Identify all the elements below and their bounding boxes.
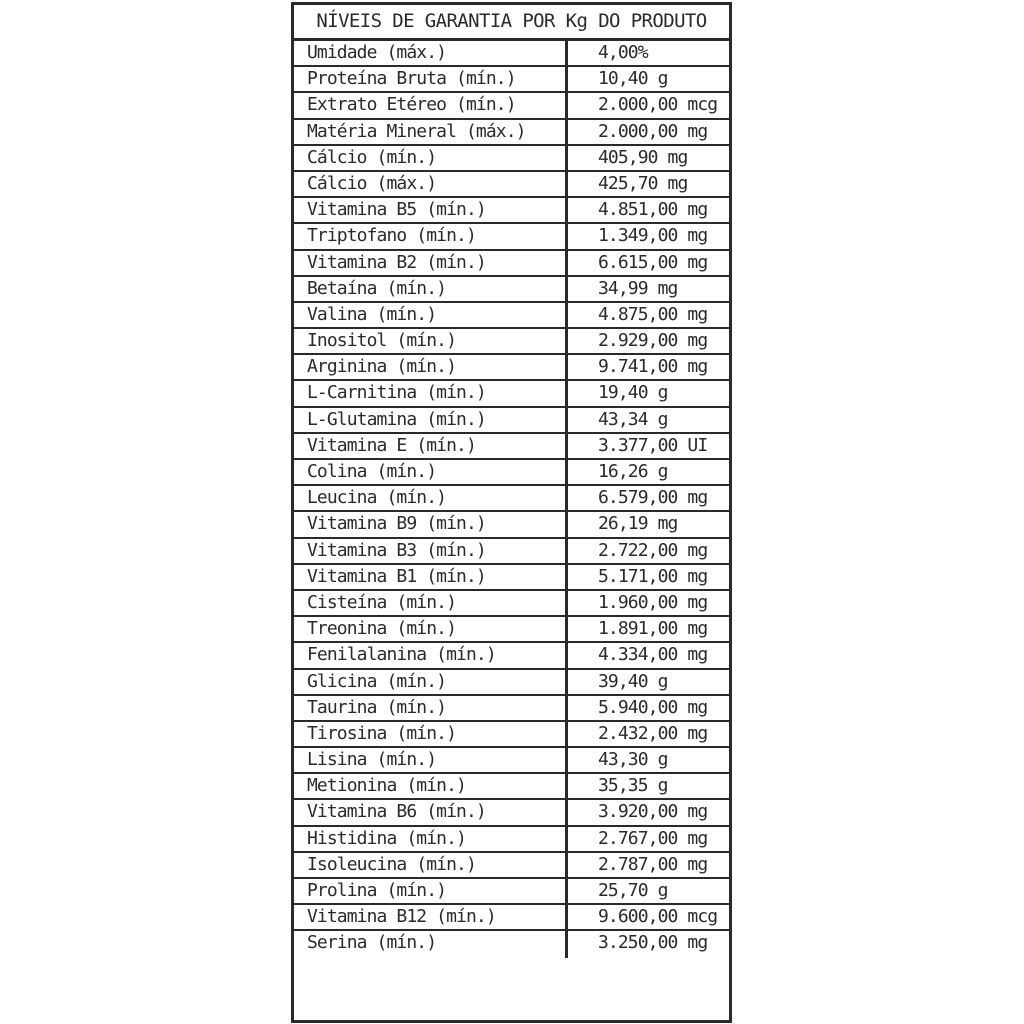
nutrient-name-cell: Colina (mín.) xyxy=(294,460,568,484)
nutrient-value-cell: 35,35 g xyxy=(598,775,668,797)
nutrient-name-cell: Inositol (mín.) xyxy=(294,329,568,353)
nutrient-value-cell: 2.767,00 mg xyxy=(598,827,708,849)
table-row xyxy=(294,120,729,146)
nutrient-value-cell: 6.579,00 mg xyxy=(598,487,708,509)
table-row xyxy=(294,800,729,826)
table-row xyxy=(294,146,729,172)
table-row xyxy=(294,879,729,905)
table-title: NÍVEIS DE GARANTIA POR Kg DO PRODUTO xyxy=(294,5,729,41)
nutrient-value-cell: 10,40 g xyxy=(598,68,668,90)
nutrient-name-cell: Isoleucina (mín.) xyxy=(294,853,568,877)
nutrient-name-cell: Lisina (mín.) xyxy=(294,748,568,772)
table-row xyxy=(294,67,729,93)
table-row xyxy=(294,41,729,67)
nutrient-name-cell: Leucina (mín.) xyxy=(294,486,568,510)
table-row xyxy=(294,460,729,486)
nutrient-name-cell: L-Carnitina (mín.) xyxy=(294,381,568,405)
table-row xyxy=(294,774,729,800)
table-row xyxy=(294,329,729,355)
nutrient-value-cell: 3.920,00 mg xyxy=(598,801,708,823)
nutrient-name-cell: Vitamina B2 (mín.) xyxy=(294,251,568,275)
nutrient-value-cell: 1.960,00 mg xyxy=(598,591,708,613)
table-row xyxy=(294,93,729,119)
table-row xyxy=(294,512,729,538)
nutrient-value-cell: 26,19 mg xyxy=(598,513,678,535)
nutrient-value-cell: 25,70 g xyxy=(598,880,668,901)
nutrient-name-cell: Vitamina B6 (mín.) xyxy=(294,800,568,824)
nutrient-name-cell: Umidade (máx.) xyxy=(294,41,568,65)
nutrient-name-cell: Prolina (mín.) xyxy=(294,879,568,903)
nutrient-value-cell: 39,40 g xyxy=(598,670,668,692)
nutrient-value-cell: 34,99 mg xyxy=(598,277,678,299)
nutrient-name-cell: Taurina (mín.) xyxy=(294,696,568,720)
nutrient-value-cell: 5.940,00 mg xyxy=(598,696,708,718)
nutrient-value-cell: 19,40 g xyxy=(598,382,668,404)
nutrient-name-cell: Cálcio (mín.) xyxy=(294,146,568,170)
nutrient-value-cell: 425,70 mg xyxy=(598,172,688,194)
nutrient-name-cell: Tirosina (mín.) xyxy=(294,722,568,746)
table-row xyxy=(294,198,729,224)
nutrient-name-cell: Vitamina B9 (mín.) xyxy=(294,512,568,536)
nutrient-value-cell: 405,90 mg xyxy=(598,146,688,168)
table-row xyxy=(294,931,729,957)
table-row xyxy=(294,722,729,748)
nutrient-value-cell: 2.929,00 mg xyxy=(598,330,708,352)
nutrient-name-cell: Extrato Etéreo (mín.) xyxy=(294,93,568,117)
table-row xyxy=(294,643,729,669)
nutrient-value-cell: 3.250,00 mg xyxy=(598,932,708,954)
nutrient-name-cell: Serina (mín.) xyxy=(294,931,568,957)
table-row xyxy=(294,617,729,643)
table-row xyxy=(294,303,729,329)
table-row xyxy=(294,277,729,303)
nutrient-name-cell: Arginina (mín.) xyxy=(294,355,568,379)
nutrient-value-cell: 4.875,00 mg xyxy=(598,303,708,325)
nutrient-value-cell: 1.891,00 mg xyxy=(598,618,708,640)
nutrient-name-cell: Fenilalanina (mín.) xyxy=(294,643,568,667)
nutrient-name-cell: Treonina (mín.) xyxy=(294,617,568,641)
table-row xyxy=(294,853,729,879)
table-row xyxy=(294,591,729,617)
nutrient-value-cell: 2.000,00 mg xyxy=(598,120,708,142)
nutrient-value-cell: 4.334,00 mg xyxy=(598,644,708,666)
nutrient-name-cell: Cálcio (máx.) xyxy=(294,172,568,196)
table-row xyxy=(294,408,729,434)
nutrient-value-cell: 2.432,00 mg xyxy=(598,722,708,744)
table-row xyxy=(294,355,729,381)
nutrient-value-cell: 43,30 g xyxy=(598,749,668,771)
table-row xyxy=(294,827,729,853)
table-row xyxy=(294,565,729,591)
nutrient-name-cell: Histidina (mín.) xyxy=(294,827,568,851)
nutrient-value-cell: 9.600,00 mcg xyxy=(598,906,718,928)
table-row xyxy=(294,905,729,931)
nutrient-name-cell: Metionina (mín.) xyxy=(294,774,568,798)
nutrient-name-cell: Betaína (mín.) xyxy=(294,277,568,301)
table-row xyxy=(294,670,729,696)
table-row xyxy=(294,434,729,460)
table-body xyxy=(294,41,729,958)
table-row xyxy=(294,224,729,250)
nutrient-name-cell: Glicina (mín.) xyxy=(294,670,568,694)
nutrient-value-cell: 2.787,00 mg xyxy=(598,853,708,875)
nutrient-name-cell: Vitamina B5 (mín.) xyxy=(294,198,568,222)
nutrient-value-cell: 1.349,00 mg xyxy=(598,225,708,247)
nutrient-name-cell: Valina (mín.) xyxy=(294,303,568,327)
guarantee-levels-table xyxy=(291,2,732,1023)
nutrient-name-cell: Vitamina B1 (mín.) xyxy=(294,565,568,589)
nutrient-name-cell: Vitamina B12 (mín.) xyxy=(294,905,568,929)
table-row xyxy=(294,539,729,565)
nutrient-name-cell: Triptofano (mín.) xyxy=(294,224,568,248)
nutrient-name-cell: Cisteína (mín.) xyxy=(294,591,568,615)
nutrient-value-cell: 4.851,00 mg xyxy=(598,199,708,221)
nutrient-value-cell: 4,00% xyxy=(598,42,648,63)
table-row xyxy=(294,251,729,277)
table-row xyxy=(294,381,729,407)
nutrient-value-cell: 5.171,00 mg xyxy=(598,565,708,587)
nutrient-name-cell: L-Glutamina (mín.) xyxy=(294,408,568,432)
nutrient-name-cell: Matéria Mineral (máx.) xyxy=(294,120,568,144)
table-row xyxy=(294,748,729,774)
nutrient-name-cell: Proteína Bruta (mín.) xyxy=(294,67,568,91)
nutrient-value-cell: 16,26 g xyxy=(598,461,668,482)
table-row xyxy=(294,486,729,512)
nutrient-value-cell: 2.722,00 mg xyxy=(598,539,708,561)
nutrient-value-cell: 3.377,00 UI xyxy=(598,434,708,456)
nutrient-value-cell: 43,34 g xyxy=(598,408,668,430)
table-row xyxy=(294,172,729,198)
table-row xyxy=(294,696,729,722)
nutrient-name-cell: Vitamina E (mín.) xyxy=(294,434,568,458)
nutrient-value-cell: 2.000,00 mcg xyxy=(598,94,718,116)
nutrient-name-cell: Vitamina B3 (mín.) xyxy=(294,539,568,563)
nutrient-value-cell: 9.741,00 mg xyxy=(598,356,708,378)
nutrient-value-cell: 6.615,00 mg xyxy=(598,251,708,273)
